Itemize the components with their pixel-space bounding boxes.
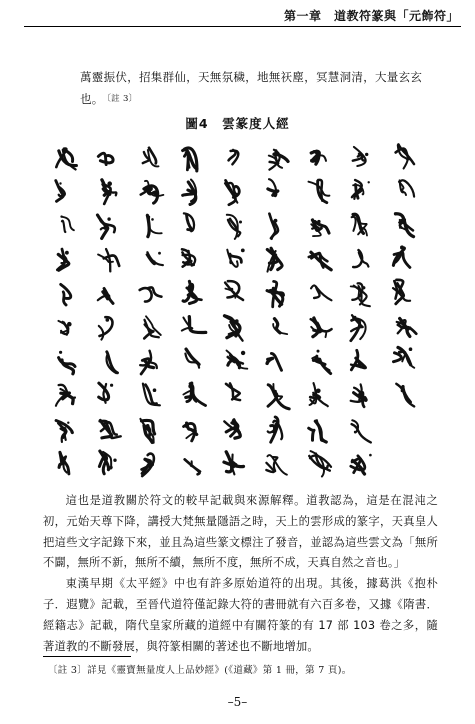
seal-glyph [183,180,196,205]
seal-glyph [393,246,410,267]
seal-glyph [267,248,282,271]
seal-glyph [98,153,113,164]
seal-glyph [397,319,416,337]
cloud-seal-glyph-columns [46,136,426,482]
seal-glyph [185,459,201,474]
seal-glyph [100,420,121,438]
seal-glyph [184,213,194,231]
body-paragraph-2: 東漢早期《太平經》中也有許多原始道符的出現。其後，據葛洪《抱朴子．遐覽》記載，至晉代道符僅記錄大符的書冊就有六百多卷，又據《隋書．經籍志》記載，隋代皇家所藏的道經中有關符篆的有 17 部 103 卷之多，隨著道教的不斷發展，與符篆相關的著述也不斷地增加。 [43,577,438,653]
body-paragraph-1: 這也是道教關於符文的較早記載與來源解釋。道教認為，這是在混沌之初，元始天尊下降，講授大梵無量隱語之時，天上的雲形成的篆字，天真皇人把這些文字記錄下來，並且為這些篆文標注了發音，並認為這些雲文為「無所不闢，無所不新，無所不續，無所不度，無所不成，天真自然之音也。」 [43,494,438,570]
seal-glyph [224,452,243,475]
seal-glyph [268,179,278,196]
seal-glyph [266,455,287,475]
intro-quote [80,66,425,110]
seal-glyph [351,350,366,369]
seal-glyph [351,315,366,341]
seal-glyph [184,423,197,441]
seal-glyph [227,249,244,267]
seal-glyph [143,148,159,167]
seal-glyph [311,285,332,300]
seal-glyph [182,317,206,333]
running-head-text: 第一章 道教符篆與「元飾符」 [283,9,459,23]
figure-caption: 圖4 雲篆度人經 [185,116,290,131]
seal-glyph [56,385,75,406]
seal-glyph [140,419,154,443]
seal-glyph [394,347,415,367]
running-header [24,6,461,27]
seal-glyph [140,351,157,374]
seal-glyph [98,215,115,238]
seal-glyph [99,451,116,474]
seal-glyph [60,215,74,232]
seal-glyph [396,214,414,237]
seal-glyph [309,252,331,269]
seal-glyph [309,180,330,203]
seal-glyph [183,148,197,171]
seal-glyph [56,421,72,442]
seal-glyph [267,353,281,370]
seal-glyph [396,144,414,168]
seal-glyph [351,454,372,474]
seal-glyph [269,214,278,239]
seal-glyph [58,321,71,335]
seal-glyph [99,383,114,403]
seal-glyph [183,383,205,405]
seal-glyph [147,215,161,236]
seal-glyph [396,384,414,407]
footnote-divider [43,656,131,657]
page-number: –5– [227,695,248,709]
seal-glyph [273,319,287,334]
seal-glyph [393,280,410,304]
seal-glyph [225,180,239,204]
seal-glyph [182,249,195,266]
seal-glyph [56,181,65,202]
seal-glyph [353,250,368,267]
seal-glyph [142,454,154,477]
seal-glyph [102,180,116,204]
seal-glyph [353,147,369,166]
seal-glyph [311,220,329,236]
seal-glyph [309,451,331,476]
seal-glyph [225,315,243,340]
seal-glyph [399,180,414,196]
seal-glyph [61,284,71,305]
seal-glyph [107,352,118,373]
body-text [43,491,438,657]
seal-glyph [310,383,328,406]
seal-glyph [98,249,119,271]
seal-glyph [141,181,164,203]
footnote-3: 〔註 3〕詳見《靈寶無量度人上品妙經》(《道藏》第 1 冊，第 7 頁)。 [48,665,352,676]
seal-glyph [351,384,367,406]
seal-glyph [351,283,370,306]
seal-glyph [99,317,113,339]
seal-glyph [309,420,327,442]
seal-glyph [267,281,283,306]
seal-glyph [59,452,69,474]
seal-glyph [227,215,242,239]
seal-glyph [268,417,282,442]
seal-glyph [311,151,326,164]
seal-glyph [98,289,113,304]
seal-glyph [269,150,288,170]
seal-glyph [352,180,370,199]
seal-glyph [140,287,162,301]
seal-glyph [59,351,75,374]
seal-glyph [144,316,161,338]
cloud-seal-script-figure [46,136,426,482]
seal-glyph [143,384,160,406]
seal-glyph [185,349,199,368]
seal-glyph [226,383,240,400]
seal-glyph [147,252,163,265]
footnote-reference[interactable]: 〔註 3〕 [106,94,138,104]
seal-glyph [311,318,332,337]
intro-line-2-text: 也。 [80,92,104,106]
seal-glyph [183,281,201,303]
seal-glyph [352,420,371,442]
seal-glyph [57,249,68,270]
seal-glyph [225,281,243,300]
seal-glyph [229,150,239,164]
seal-glyph [352,214,367,235]
seal-glyph [56,149,76,170]
seal-glyph [268,384,289,409]
intro-line-1: 萬靈振伏，招集群仙，天無氛穢，地無祆塵，冥慧洞清，大量玄玄 [80,70,423,84]
seal-glyph [227,351,248,369]
seal-glyph [224,420,240,439]
intro-line-2 [80,88,425,110]
seal-glyph [312,350,330,374]
